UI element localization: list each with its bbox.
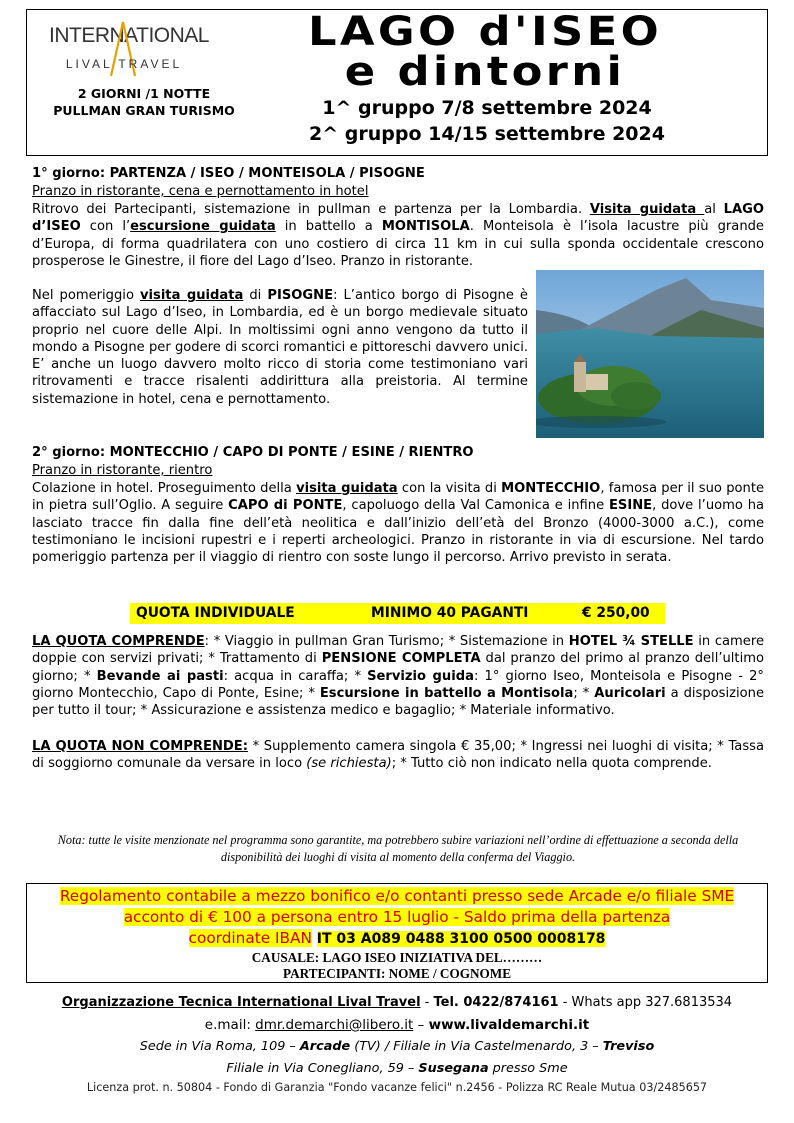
highlight-place: CAPO di PONTE: [228, 498, 343, 514]
footer-contacts: [20, 1014, 774, 1036]
excludes-heading: LA QUOTA NON COMPRENDE:: [32, 739, 248, 754]
footer-license: Licenza prot. n. 50804 - Fondo di Garanzia "Fondo vacanze felici" n.2456 - Polizza RC Reale Mutua 03/2485657: [86, 1081, 708, 1094]
day1-meals: Pranzo in ristorante, cena e pernottamento in hotel: [32, 184, 369, 199]
text: al: [704, 202, 724, 217]
highlight-place: ESINE: [608, 498, 653, 514]
payment-line-1: [27, 886, 767, 907]
text: in battello a: [275, 219, 382, 235]
highlight: PENSIONE COMPLETA: [321, 651, 481, 667]
email-link[interactable]: dmr.demarchi@libero.it: [255, 1017, 414, 1033]
text: : acqua in caraffa; *: [223, 668, 368, 684]
city: Treviso: [602, 1039, 655, 1054]
group-1-date: 1^ gruppo 7/8 settembre 2024: [322, 97, 652, 119]
text: Filiale in Via Conegliano, 59 –: [226, 1061, 419, 1076]
text: con l’: [80, 219, 131, 235]
logo-wordmark: INTERNATIONAL: [49, 24, 209, 47]
highlight-guided-visit: visita guidata: [140, 288, 244, 303]
logo-subtitle: LIVAL TRAVEL: [65, 57, 183, 71]
whatsapp: - Whats app 327.6813534: [558, 995, 733, 1010]
iban-value: IT 03 A089 0488 3100 0500 0008178: [316, 931, 606, 947]
day1-description: [32, 201, 764, 270]
footer-organization: [20, 992, 774, 1014]
group-dates: [267, 95, 707, 147]
text: . Monteisola è l’isola lacustre più grande d’Europa, di forma quadrilatera con uno costiero di circa 11 km in cui sulla sponda occidentale crescono prosperose le Ginestre, il fiore del Lago d’Iseo. Pranzo in ristorante.: [32, 219, 764, 269]
text-italic: (se richiesta): [306, 756, 392, 772]
text: ; *: [573, 685, 595, 701]
disclaimer-note: Nota: tutte le visite menzionate nel programma sono garantite, ma potrebbero subire variazioni nell’ordine di effettuazione a seconda della disponibilità dei luoghi di visita al momento della conferma del Viaggio.: [57, 833, 739, 864]
header-box: [26, 9, 768, 156]
highlight-place: PISOGNE: [267, 288, 334, 303]
footer-branch: [20, 1058, 774, 1080]
text: : L’antico borgo di Pisogne è affacciato sul Lago d’Iseo, in Lombardia, ed è un borgo medievale situato proprio nel cuore delle Alpi. In moltissimi ogni anno vengono da tutto il mondo a Pisogne per godere di scorci romantici e pittoreschi davvero unici. E’ anche un luogo davvero molto ricco di storia come testimoniano vari ritrovamenti e tracce risalenti addirittura alla preistoria. Al termine sistemazione in hotel, cena e pernottamento.: [32, 288, 528, 407]
text: * Supplemento camera singola € 35,00; * Ingressi nei luoghi di visita; * Tassa di soggiorno comunale da versare in loco: [32, 739, 764, 772]
page-title: [227, 9, 742, 95]
iban-label: coordinate IBAN: [188, 929, 312, 947]
phone: Tel. 0422/874161: [433, 995, 559, 1010]
text: -: [420, 995, 434, 1010]
city: Arcade: [299, 1039, 351, 1054]
text: Nel pomeriggio: [32, 288, 140, 303]
excludes-section: [32, 738, 764, 773]
title-line-1: LAGO d'ISEO: [307, 9, 663, 55]
footer-offices: [20, 1036, 774, 1058]
text: Sede in Via Roma, 109 –: [139, 1039, 300, 1054]
price-banner: [130, 603, 665, 624]
text: (TV) / Filiale in Via Castelmenardo, 3 –: [350, 1039, 603, 1054]
trip-duration: 2 GIORNI /1 NOTTE PULLMAN GRAN TURISMO: [53, 86, 235, 118]
highlight-guided-visit: Visita guidata: [589, 202, 705, 217]
day1-afternoon: [32, 287, 528, 408]
text: di: [243, 288, 268, 303]
text: : 1° giorno Iseo, Monteisola e Pisogne - 2° giorno Montecchio, Capo di Ponte, Esine; *: [32, 668, 764, 701]
payment-participants: PARTECIPANTI: NOME / COGNOME: [283, 966, 511, 981]
group-2-date: 2^ gruppo 14/15 settembre 2024: [309, 123, 665, 145]
includes-heading: LA QUOTA COMPRENDE: [32, 634, 205, 649]
text: , capoluogo della Val Camonica e infine: [342, 498, 609, 514]
price-amount: € 250,00: [582, 605, 650, 621]
text: dal pranzo del primo al pranzo dell’ultimo giorno; *: [32, 651, 764, 684]
highlight-place: LAGO d’ISEO: [32, 202, 765, 235]
text: , dove l’uomo ha lasciato tracce fin dalla fine dell’età neolitica e dall’inizio dell’età del Bronzo (4000-3000 a.C.), come testimoniano le incisioni rupestri e i reperti archeologici. Pranzo in ristorante in via di escursione. Nel tardo pomeriggio partenza per il viaggio di rientro con soste lungo il percorso. Arrivo previsto in serata.: [32, 498, 765, 566]
day2-description: [32, 480, 764, 566]
text: , famosa per il suo ponte in pietra sull’Oglio. A seguire: [32, 481, 765, 514]
text: Colazione in hotel. Proseguimento della: [32, 481, 297, 496]
title-line-2: e dintorni: [344, 49, 626, 95]
text: : * Viaggio in pullman Gran Turismo; * Sistemazione in: [204, 634, 569, 649]
iban-line: [27, 928, 767, 950]
city: Susegana: [418, 1061, 489, 1076]
payment-box: [26, 883, 768, 983]
highlight: Auricolari: [594, 685, 666, 701]
highlight: Escursione in battello a Montisola: [319, 685, 574, 701]
text: ; * Tutto ciò non indicato nella quota comprende.: [391, 756, 712, 772]
payment-causale: CAUSALE: LAGO ISEO INIZIATIVA DEL………: [251, 950, 543, 965]
text: acconto di € 100 a persona entro 15 luglio - Saldo prima della partenza: [123, 908, 671, 926]
highlight: Bevande ai pasti: [96, 668, 224, 684]
day2-meals: Pranzo in ristorante, rientro: [32, 463, 213, 478]
logo: [45, 20, 215, 80]
highlight-place: MONTISOLA: [381, 219, 470, 235]
price-minimum: MINIMO 40 PAGANTI: [371, 605, 529, 621]
day2-heading: 2° giorno: MONTECCHIO / CAPO DI PONTE / ESINE / RIENTRO: [32, 445, 474, 460]
highlight: HOTEL ¾ STELLE: [568, 634, 694, 649]
includes-section: [32, 633, 764, 719]
highlight-excursion: escursione guidata: [130, 219, 276, 235]
text: con la visita di: [397, 481, 502, 496]
highlight-guided-visit: visita guidata: [296, 481, 398, 496]
text: presso Sme: [488, 1061, 568, 1076]
organizer-name: Organizzazione Tecnica International Lival Travel: [61, 995, 421, 1010]
text: a disposizione per tutto il tour; * Assicurazione e assistenza medico e bagaglio; * Materiale informativo.: [32, 685, 764, 719]
footer: [20, 992, 774, 1096]
text: Regolamento contabile a mezzo bonifico e/o contanti presso sede Arcade e/o filiale SME: [59, 887, 735, 905]
website-link[interactable]: www.livaldemarchi.it: [428, 1017, 590, 1033]
text: –: [413, 1017, 429, 1033]
highlight: Servizio guida: [367, 668, 474, 684]
text: in camere doppie con servizi privati; * Trattamento di: [32, 634, 764, 667]
price-label: QUOTA INDIVIDUALE: [136, 605, 295, 621]
highlight-place: MONTECCHIO: [501, 481, 601, 496]
day1-heading: 1° giorno: PARTENZA / ISEO / MONTEISOLA / PISOGNE: [32, 166, 425, 181]
text: Ritrovo dei Partecipanti, sistemazione in pullman e partenza per la Lombardia.: [32, 202, 590, 217]
text: e.mail:: [204, 1017, 256, 1033]
payment-line-2: [27, 907, 767, 928]
lake-iseo-photo: [536, 270, 764, 438]
